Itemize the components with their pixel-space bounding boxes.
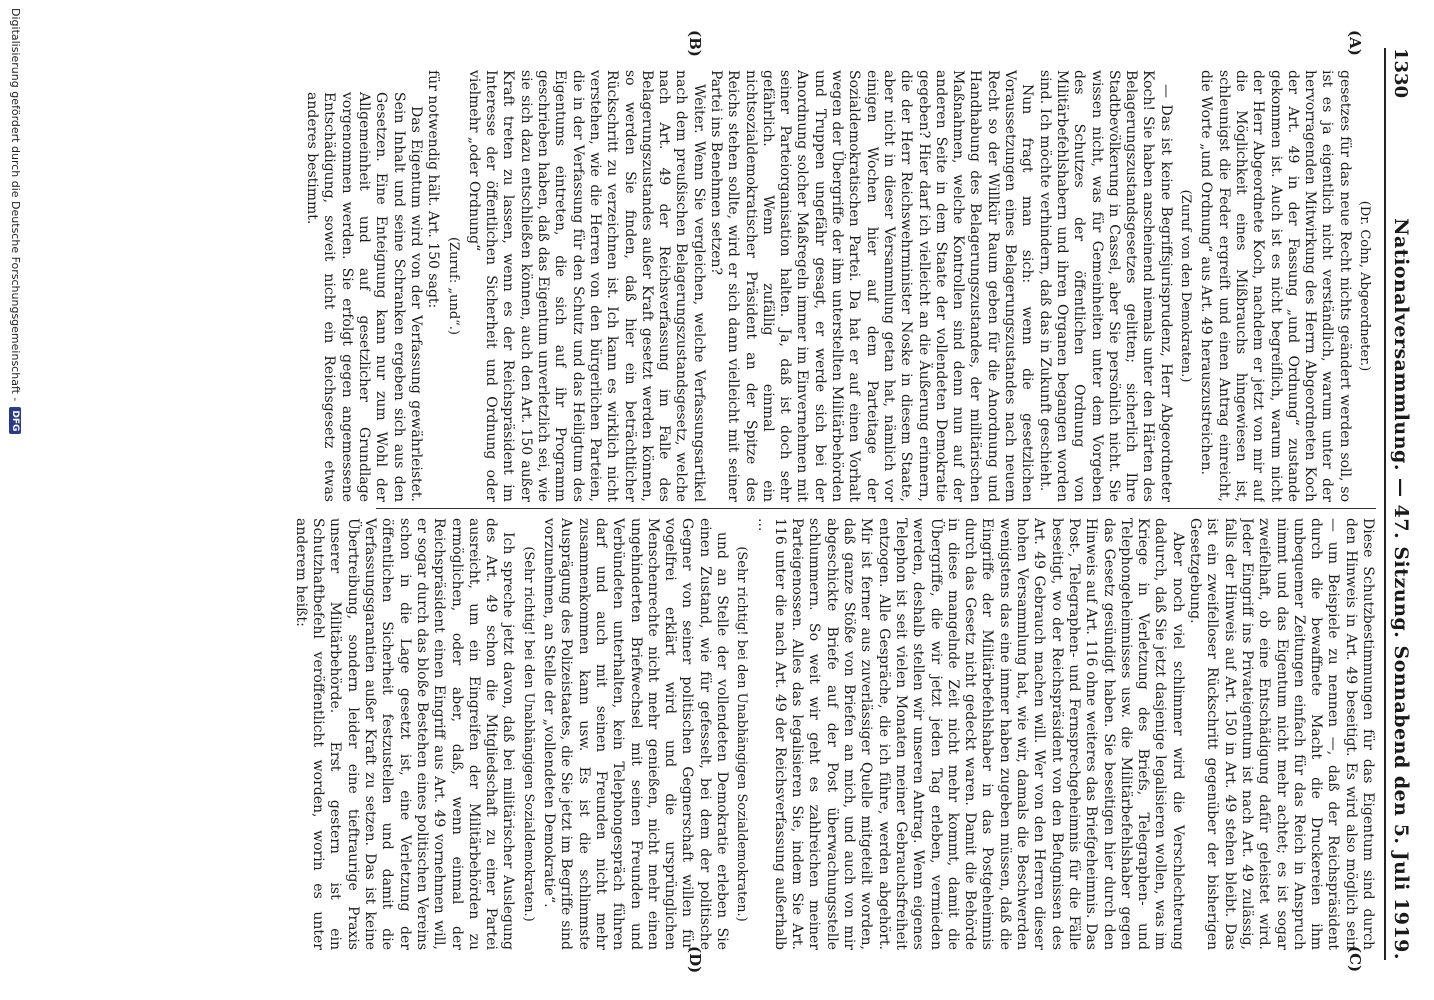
paragraph: Weiter. Wenn Sie vergleichen, welche Verfassungsartikel nach dem preußischen Belagerungszustandsgesetz, welche nach Art. 49 der Reichsverfassung im Falle des Belagerungszustandes außer Kraft gesetzt werden können, so werden Sie finden, daß hier ein beträchtlicher Rückschritt zu verzeichnen ist. Ich kann es wirklich nicht verstehen, wie die Herren von den bürgerlichen Parteien, die in der Verfassung für den Schutz und das Heiligtum des Eigentums eintreten, die sich auf ihr Programm geschrieben haben, daß das Eigentum unverletzlich sei, wie sie sich dazu entschließen können, auch den Art. 150 außer Kraft treten zu lassen, wenn es der Reichspräsident im Interesse der öffentlichen Sicherheit und Ordnung oder vielmehr „oder Ordnung“ (465, 70, 707, 502)
margin-letter-a: (A) (1346, 30, 1364, 56)
margin-letter-b: (B) (686, 30, 704, 57)
paragraph: und an Stelle der vollendeten Demokratie erleben Sie einen Zustand, wie für gefesselt, bei dem der politische Gegner von seiner politischen Gegnerschaft willen für vogelfrei erklärt wird und die ursprünglichen Menschenrechte nicht mehr genießen, nicht mehr einen ungehinderten Briefwechsel mit seinen Freunden und Verbündeten unterhalten, kein Telephongespräch führen darf und auch mit seinen Freunden nicht mehr zusammenkommen kann usw. Es ist die schlimmste Ausprägung des Polizeistaates, die Sie jetzt im Begriffe sind vorzunehmen, an Stelle der „vollendeten Demokratie“. (541, 518, 731, 950)
paragraph: Ich spreche jetzt davon, daß bei militärischer Auslegung des Art. 49 schon die Mitgliedschaft zu einer Partei ausreicht, um ein Eingreifen der Militärbehörden zu ermöglichen, oder aber, daß, wenn einmal der Reichspräsident einen Eingriff aus Art. 49 vornehmen will, er sogar durch das bloße Bestehen eines politischen Vereins schon in die Lage gesetzt ist, eine Verletzung der öffentlichen Sicherheit festzustellen und damit die Verfassungsgarantien außer Kraft zu setzen. Das ist keine Übertreibung, sondern leider eine tieftraurige Praxis unserer Militärbehörde. Erst gestern ist ein Schutzhaftbefehl veröffentlicht worden, worin es unter anderem heißt: (292, 518, 517, 950)
right-column (46, 518, 1376, 950)
paragraph: — Das ist keine Begriffsjurisprudenz, Herr Abgeordneter Koch! Sie haben anscheinend niemals unter den Härten des Belagerungszustandsgesetzes gelitten; sicherlich Ihre Stadtbevölkerung in Cassel, aber Sie persönlich nicht. Sie wissen nicht, was für Gemeinheiten unter dem Vorgeben des Schutzes der öffentlichen Ordnung von Militärbefehlshabern und ihren Organen begangen worden sind. Ich möchte verhindern, daß das in Zukunft geschieht. (1036, 70, 1174, 502)
dfg-logo: DFG (10, 407, 22, 434)
quote-paragraph: Das Eigentum wird von der Verfassung gewährleistet. Sein Inhalt und seine Schranken ergeben sich aus den Gesetzen. Eine Enteignung kann nur zum Wohl der Allgemeinheit und auf gesetzlicher Grundlage vorgenommen werden. Sie erfolgt gegen angemessene Entschädigung, soweit nicht ein Reichsgesetz etwas anderes bestimmt. (304, 92, 424, 502)
paragraph: Diese Schutzbestimmungen für das Eigentum sind durch den Hinweis in Art. 49 beseitigt. Es wird also möglich sein — um Beispiele zu nennen —, daß der Reichspräsident durch die bewaffnete Macht die Druckereien ihm unbequemer Zeitungen einfach für das Reich in Anspruch nimmt und das Eigentum nicht mehr achtet; es ist sogar zweifelhaft, ob eine Entschädigung dafür geleistet wird. Jeder Eingriff ins Privateigentum ist nach Art. 49 zulässig, falls der Hinweis auf Art. 150 in Art. 49 stehen bleibt. Das ist ein zweifelloser Rückschritt gegenüber der bisherigen Gesetzgebung. (1187, 518, 1376, 950)
column-divider (376, 508, 1376, 509)
article-quote (303, 70, 424, 502)
interjection: (Zuruf von den Demokraten.) (1178, 189, 1194, 383)
paragraph: Nun fragt man sich: wenn die gesetzlichen Voraussetzungen eines Belagerungszustandes nach neuem Recht so der Willkür Raum geben für die Anordnung und Handhabung des Belagerungszustandes, der militärischen Maßnahmen, welche Kontrollen sind denn nun auf der anderen Seite in dem Staate der vollendeten Demokratie gegeben? Hier darf ich vielleicht an die Äußerung erinnern, die der Herr Reichswehrminister Noske in diesem Staate, aber nicht in dieser Versammlung getan hat, nämlich vor einigen Wochen hier auf dem Parteitage der Sozialdemokratischen Partei. Da hat er auf einen Vorhalt wegen der Übergriffe der ihm unterstellten Militärbehörden und Truppen ungefähr gesagt, er werde sich bei der Anordnung solcher Maßregeln immer im Einvernehmen mit seiner Parteiorganisation halten. Ja, daß ist doch sehr gefährlich. Wenn zufällig einmal ein nichtsozialdemokratischer Präsident an der Spitze des Reichs stehen sollte, wird er sich dann vielleicht mit seiner Partei ins Benehmen setzen? (708, 70, 1036, 502)
page-number: 1330 (1390, 48, 1412, 99)
interjection: (Sehr richtig! bei den Unabhängigen Sozialdemokraten.) (734, 546, 750, 922)
running-title: Nationalversammlung. — 47. Sitzung. Sonnabend den 5. Juli 1919. (1390, 218, 1412, 960)
left-column (46, 70, 1376, 502)
page-header (1384, 48, 1416, 960)
paragraph: für notwendig hält. Art. 150 sagt: (425, 70, 442, 309)
paragraph: gesetzes für das neue Recht nichts geändert werden soll, so ist es ja eigentlich nicht verständlich, warum unter der hervorragenden Mitwirkung des Herrn Abgeordneten Koch der Art. 49 in der Fassung „und Ordnung“ zustande gekommen ist. Auch ist es nicht begreiflich, warum nicht der Herr Abgeordnete Koch, nachdem er jetzt von mir auf die Möglichkeit eines Mißbrauchs hingewiesen ist, schleunigst die Feder ergreift und einen Antrag einreicht, die Worte „und Ordnung“ aus Art. 49 herauszustreichen. (1198, 70, 1353, 502)
digitization-credit (9, 8, 22, 434)
interjection: (Zuruf: „und“.) (445, 236, 461, 336)
paragraph: Aber noch viel schlimmer wird die Verschlechterung dadurch, daß Sie jetzt dasjenige legalisieren wollen, was im Kriege in Verletzung des Briefs, Telegraphen- und Telephongeheimnisses usw. die Militärbefehlshaber gegen das Gesetz gesündigt haben. Sie beseitigen hier durch den Hinweis auf Art. 116 ohne weiteres das Briefgeheimnis. Das Post-, Telegraphen- und Fernsprechgeheimnis für die Fälle beseitigt, wo der Reichspräsident von den Befugnissen des Art. 49 Gebrauch machen will. Wer von den Herren dieser hohen Versammlung hat, wie wir, damals die Beschwerden wenigstens das eine immer haben zugeben müssen, daß die Eingriffe der Militärbefehlshaber in das Postgeheimnis durch das Gesetz nicht gedeckt waren. Damit die Behörde in diese mangelnde Zeit nicht mehr kommt, damit die Übergriffe, die wir jetzt jeden Tag erleben, vermieden werden, deshalb stellen wir unseren Antrag. Wenn eigenes Telephon ist seit vielen Monaten meiner Gebrauchsfreiheit entzogen. Alle Gespräche, die ich führe, werden abgehört. Mir ist ferner aus zuverlässiger Quelle mitgeteilt worden, daß ganze Stöße von Briefen an mich, und auch von mir abgeschickte Briefe auf der Post überwachungsstelle schlummern. So weit wir geht es zahlreichen meiner Parteigenossen. Alles das legalisieren Sie, indem Sie Art. 116 unter die nach Art. 49 der Reichsverfassung außerhalb ... (754, 518, 1186, 950)
margin-letter-d: (D) (686, 946, 704, 974)
interjection: (Sehr richtig! bei den Unabhängigen Sozialdemokraten.) (520, 546, 536, 922)
margin-letter-c: (C) (1346, 946, 1364, 973)
speaker-label: (Dr. Cohn, Abgeordneter.) (1357, 200, 1372, 372)
credit-text: Digitalisierung gefördert durch die Deutsche Forschungsgemeinschaft - (9, 8, 22, 402)
